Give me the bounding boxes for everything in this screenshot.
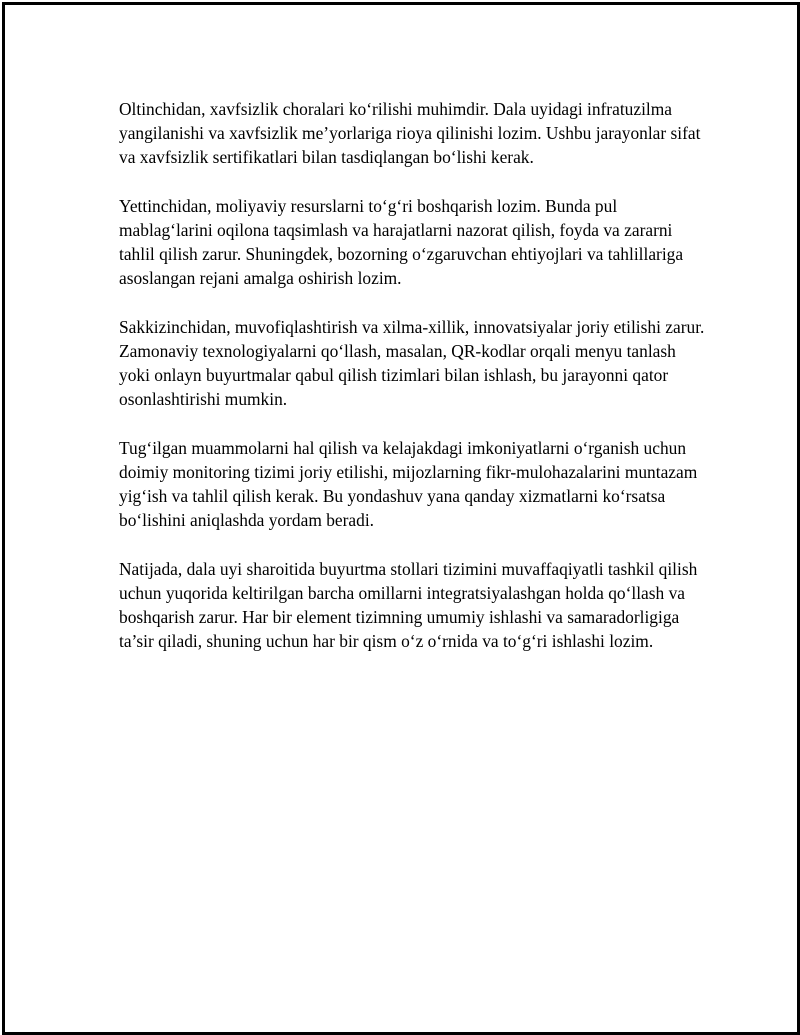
document-body (119, 97, 709, 678)
paragraph-3: Sakkizinchidan, muvofiqlashtirish va xilma-xillik, innovatsiyalar joriy etilishi zarur. Zamonaviy texnologiyalarni qo‘llash, masalan, QR-kodlar orqali menyu tanlash yoki onlayn buyurtmalar qabul qilish tizimlari bilan ishlash, bu jarayonni qator osonlashtirishi mumkin. (119, 316, 705, 410)
paragraph-5: Natijada, dala uyi sharoitida buyurtma stollari tizimini muvaffaqiyatli tashkil qilish uchun yuqorida keltirilgan barcha omillarni integratsiyalashgan holda qo‘llash va boshqarish zarur. Har bir element tizimning umumiy ishlashi va samaradorligiga ta’sir qiladi, shuning uchun har bir qism o‘z o‘rnida va to‘g‘ri ishlashi lozim. (119, 558, 698, 652)
paragraph-2: Yettinchidan, moliyaviy resurslarni to‘g‘ri boshqarish lozim. Bunda pul mablag‘larini oqilona taqsimlash va harajatlarni nazorat qilish, foyda va zararni tahlil qilish zarur. Shuningdek, bozorning o‘zgaruvchan ehtiyojlari va tahlillariga asoslangan rejani amalga oshirish lozim. (119, 195, 684, 289)
paragraph-4: Tug‘ilgan muammolarni hal qilish va kelajakdagi imkoniyatlarni o‘rganish uchun doimiy monitoring tizimi joriy etilishi, mijozlarning fikr-mulohazalarini muntazam yig‘ish va tahlil qilish kerak. Bu yondashuv yana qanday xizmatlarni ko‘rsatsa bo‘lishini aniqlashda yordam beradi. (119, 437, 698, 531)
page-frame (2, 2, 800, 1035)
paragraph-1: Oltinchidan, xavfsizlik choralari ko‘rilishi muhimdir. Dala uyidagi infratuzilma yangilanishi va xavfsizlik me’yorlariga rioya qilinishi lozim. Ushbu jarayonlar sifat va xavfsizlik sertifikatlari bilan tasdiqlangan bo‘lishi kerak. (119, 99, 701, 168)
